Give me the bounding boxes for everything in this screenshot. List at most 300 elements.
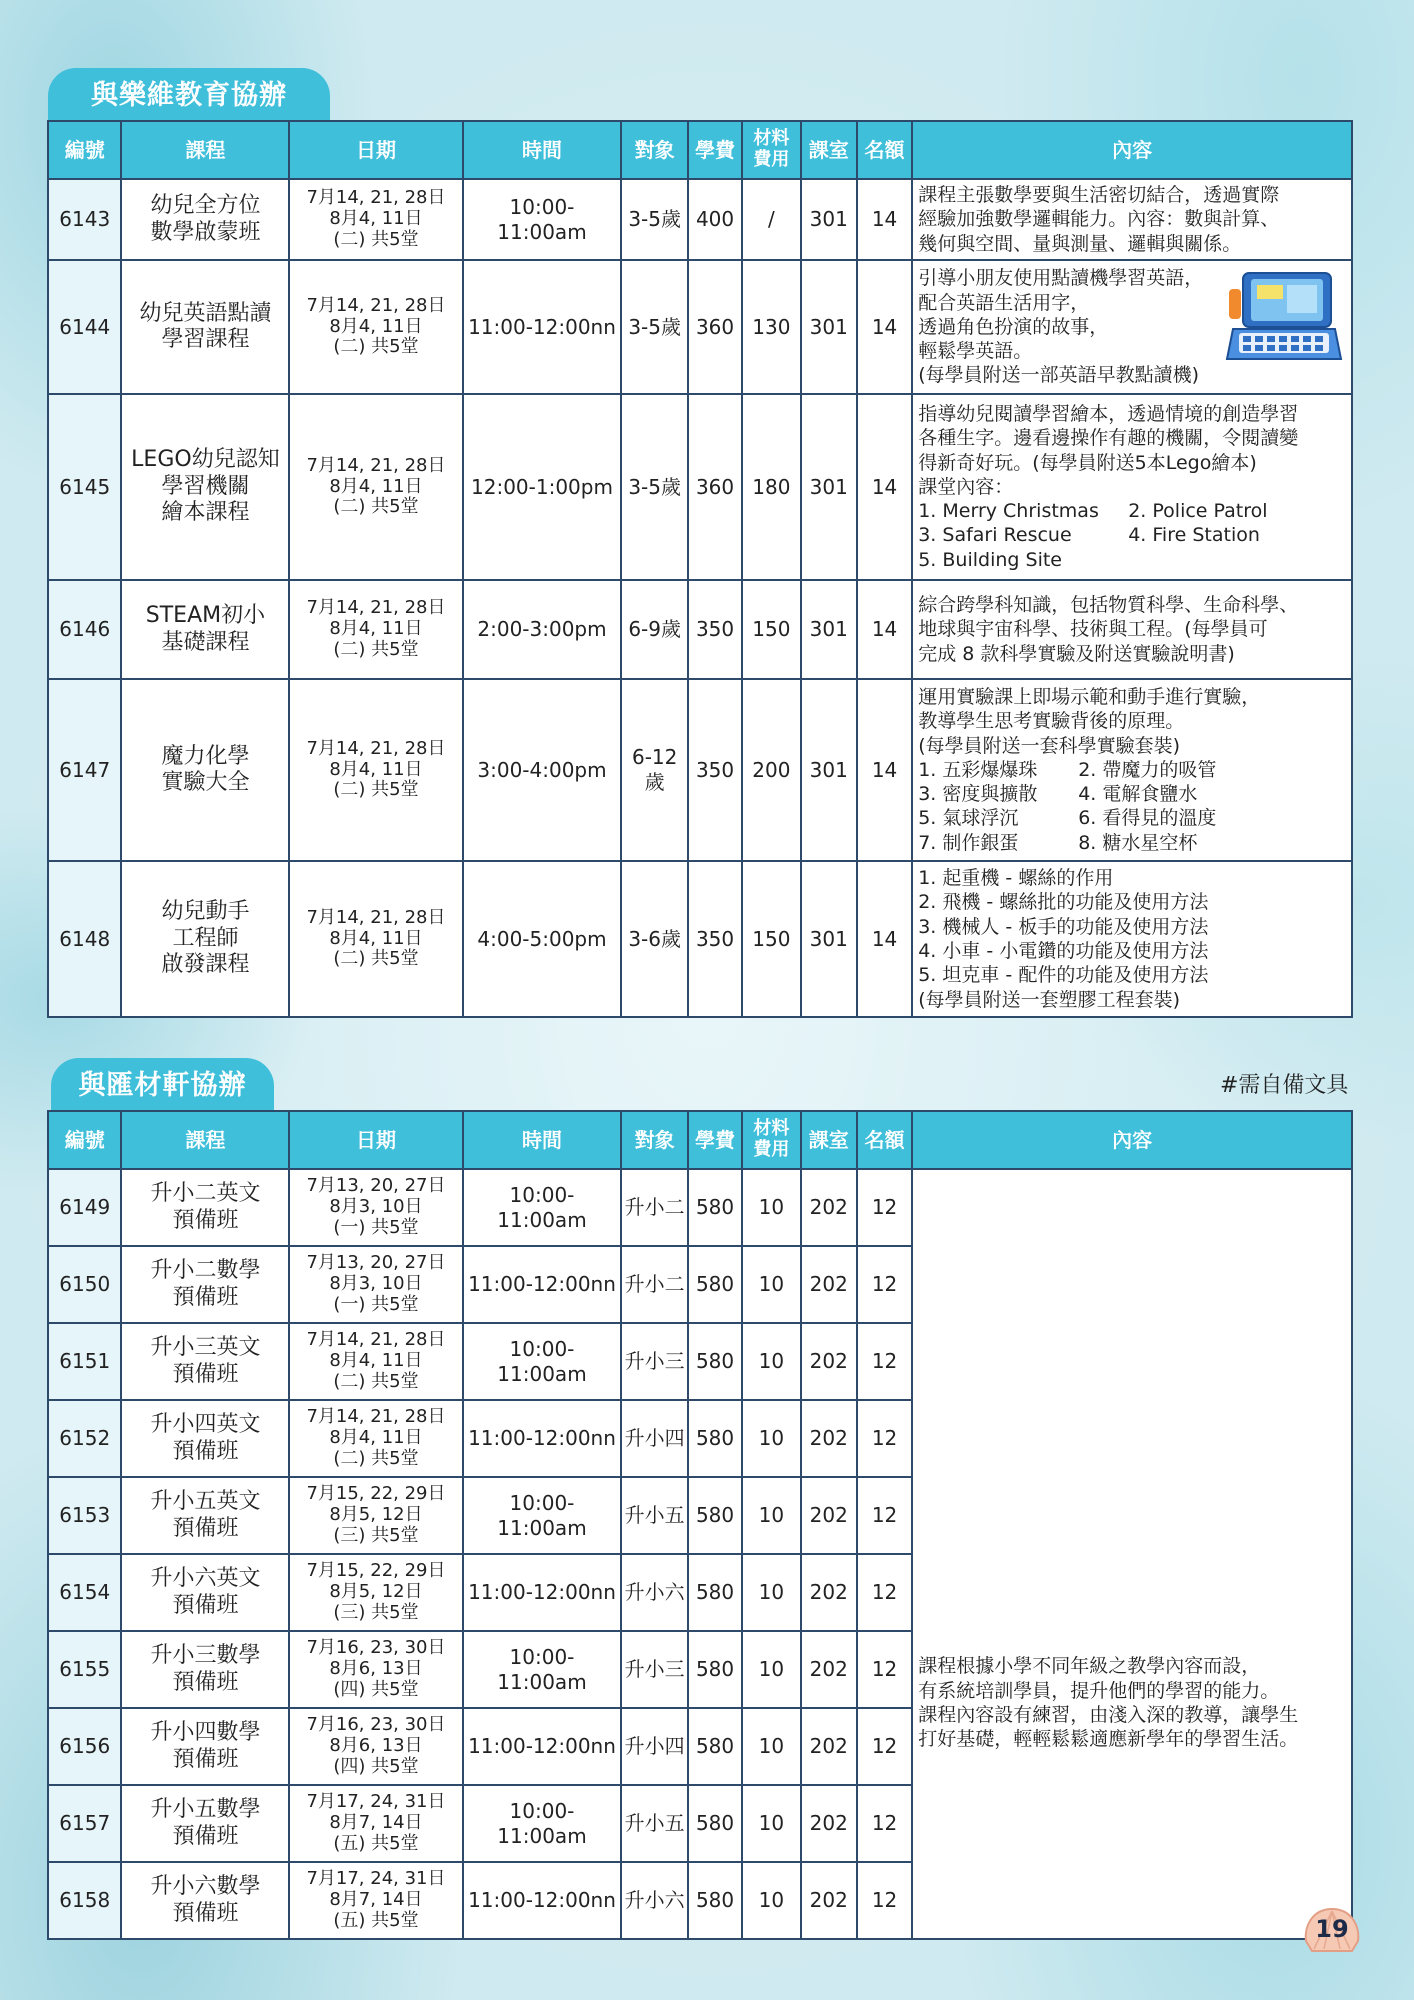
course-date-line: 8月3, 10日	[329, 1273, 423, 1295]
course-quota: 14	[857, 394, 912, 580]
table-row	[48, 394, 1352, 580]
course-content-item-row	[918, 523, 1346, 547]
column-header: 課程	[121, 121, 289, 179]
course-content-line: 指導幼兒閱讀學習繪本，透過情境的創造學習	[918, 402, 1299, 425]
course-name	[121, 1708, 289, 1785]
course-fee: 360	[688, 260, 742, 394]
course-target: 升小三	[621, 1631, 687, 1708]
course-name	[121, 1554, 289, 1631]
course-quota: 14	[857, 179, 912, 260]
course-material-fee: 10	[742, 1554, 800, 1631]
course-date-line: 7月14, 21, 28日	[306, 597, 446, 619]
column-header: 編號	[48, 121, 121, 179]
course-content-line: 得新奇好玩。(每學員附送5本Lego繪本)	[918, 451, 1257, 474]
course-time: 11:00-12:00nn	[463, 260, 622, 394]
course-content-line: 輕鬆學英語。	[918, 340, 1033, 363]
course-fee: 580	[688, 1708, 742, 1785]
course-content-line: 課堂內容：	[918, 475, 1014, 498]
course-target: 6-12歲	[621, 679, 687, 861]
shared-course-content-line: 打好基礎，輕輕鬆鬆適應新學年的學習生活。	[918, 1728, 1299, 1751]
course-content	[912, 394, 1352, 580]
course-content-line: (每學員附送一部英語早教點讀機)	[918, 364, 1200, 387]
course-date-line: 8月6, 13日	[329, 1735, 423, 1757]
course-content	[912, 580, 1352, 679]
column-header	[742, 121, 800, 179]
course-date-line: 8月4, 11日	[329, 1350, 423, 1372]
course-target: 3-5歲	[621, 179, 687, 260]
course-date-line: 7月14, 21, 28日	[306, 294, 446, 316]
section2-course-table	[47, 1110, 1353, 1940]
course-content-item-row	[918, 806, 1346, 830]
column-header: 課室	[801, 1111, 857, 1169]
course-date-line: (一) 共5堂	[333, 1216, 419, 1238]
course-room: 202	[801, 1554, 857, 1631]
course-date	[289, 1323, 462, 1400]
course-name	[121, 1169, 289, 1246]
course-date-line: 8月5, 12日	[329, 1504, 423, 1526]
table-row	[48, 861, 1352, 1017]
course-name-line: 升小四英文	[150, 1412, 261, 1438]
column-header: 內容	[912, 121, 1352, 179]
course-target: 3-5歲	[621, 260, 687, 394]
course-date-line: 8月4, 11日	[329, 208, 423, 230]
course-name-line: 升小六數學	[150, 1874, 261, 1900]
course-content-item-row	[918, 499, 1346, 523]
course-date-line: 7月16, 23, 30日	[306, 1714, 446, 1736]
course-material-fee: 130	[742, 260, 800, 394]
course-date	[289, 861, 462, 1017]
column-header-line: 費用	[753, 149, 790, 170]
course-name-line: 預備班	[172, 1515, 239, 1541]
course-room: 202	[801, 1631, 857, 1708]
shared-course-content-line: 有系統培訓學員，提升他們的學習的能力。	[918, 1679, 1280, 1702]
reading-pen-device-icon	[1225, 269, 1343, 369]
course-target: 升小二	[621, 1246, 687, 1323]
course-id: 6158	[48, 1862, 121, 1939]
course-room: 202	[801, 1862, 857, 1939]
shared-course-content-line: 課程根據小學不同年級之教學內容而設，	[918, 1655, 1261, 1678]
course-name	[121, 1400, 289, 1477]
course-fee: 350	[688, 580, 742, 679]
course-name-line: 升小二數學	[150, 1258, 261, 1284]
course-content-item: 7. 制作銀蛋	[918, 831, 1019, 854]
course-name	[121, 1477, 289, 1554]
course-room: 301	[801, 580, 857, 679]
course-date-line: (二) 共5堂	[333, 638, 419, 660]
course-target: 升小五	[621, 1477, 687, 1554]
course-fee: 580	[688, 1785, 742, 1862]
course-fee: 580	[688, 1631, 742, 1708]
course-content-line: 教導學生思考實驗背後的原理。	[918, 710, 1185, 733]
course-name	[121, 179, 289, 260]
column-header: 日期	[289, 1111, 462, 1169]
bring-stationery-note: #需自備文具	[1220, 1073, 1349, 1098]
course-content-line: 運用實驗課上即場示範和動手進行實驗，	[918, 685, 1261, 708]
column-header: 學費	[688, 121, 742, 179]
course-content-item: 4. Fire Station	[1128, 524, 1260, 547]
course-fee: 580	[688, 1477, 742, 1554]
course-fee: 580	[688, 1323, 742, 1400]
course-fee: 360	[688, 394, 742, 580]
course-name-line: 升小四數學	[150, 1720, 261, 1746]
course-date-line: 7月13, 20, 27日	[306, 1175, 446, 1197]
course-content-item-row	[918, 831, 1346, 855]
course-id: 6146	[48, 580, 121, 679]
course-date-line: (二) 共5堂	[333, 779, 419, 801]
course-content-line: 地球與宇宙科學、技術與工程。(每學員可	[918, 618, 1268, 641]
table-row	[48, 679, 1352, 861]
course-quota: 12	[857, 1554, 912, 1631]
course-id: 6145	[48, 394, 121, 580]
table-row	[48, 580, 1352, 679]
course-date-line: 8月7, 14日	[329, 1889, 423, 1911]
course-target: 升小二	[621, 1169, 687, 1246]
course-date-line: (二) 共5堂	[333, 336, 419, 358]
course-time: 10:00-11:00am	[463, 179, 622, 260]
course-date	[289, 1246, 462, 1323]
course-quota: 12	[857, 1169, 912, 1246]
course-content-item: 5. Building Site	[918, 548, 1062, 571]
course-id: 6144	[48, 260, 121, 394]
course-content-line: 配合英語生活用字，	[918, 291, 1090, 314]
course-room: 301	[801, 679, 857, 861]
column-header-line: 材料	[753, 1118, 790, 1140]
course-name	[121, 1323, 289, 1400]
course-target: 升小四	[621, 1708, 687, 1785]
course-content-line: (每學員附送一套塑膠工程套裝)	[918, 988, 1181, 1011]
course-quota: 12	[857, 1400, 912, 1477]
course-date	[289, 260, 462, 394]
course-content-item-row	[918, 782, 1346, 806]
course-date-line: 8月7, 14日	[329, 1812, 423, 1834]
course-date	[289, 1785, 462, 1862]
course-content-item: 2. Police Patrol	[1128, 500, 1268, 523]
course-id: 6154	[48, 1554, 121, 1631]
course-quota: 12	[857, 1323, 912, 1400]
course-name-line: 工程師	[172, 925, 239, 951]
course-material-fee: 10	[742, 1323, 800, 1400]
course-room: 301	[801, 179, 857, 260]
course-date	[289, 1400, 462, 1477]
course-quota: 14	[857, 679, 912, 861]
course-name-line: 預備班	[172, 1361, 239, 1387]
course-date-line: 8月4, 11日	[329, 758, 423, 780]
course-target: 3-5歲	[621, 394, 687, 580]
column-header: 課程	[121, 1111, 289, 1169]
course-date-line: 7月14, 21, 28日	[306, 1406, 446, 1428]
column-header-line: 材料	[753, 128, 790, 150]
course-id: 6155	[48, 1631, 121, 1708]
course-room: 202	[801, 1400, 857, 1477]
course-name-line: 學習課程	[161, 327, 250, 352]
course-date	[289, 1708, 462, 1785]
course-room: 202	[801, 1477, 857, 1554]
course-content-item: 3. 密度與擴散	[918, 783, 1038, 806]
course-fee: 400	[688, 179, 742, 260]
course-date-line: (三) 共5堂	[333, 1601, 419, 1623]
course-name	[121, 1785, 289, 1862]
course-content-line: 各種生字。邊看邊操作有趣的機關，令閱讀變	[918, 427, 1299, 450]
course-date	[289, 1631, 462, 1708]
column-header: 時間	[463, 1111, 622, 1169]
course-fee: 580	[688, 1862, 742, 1939]
course-name-line: 預備班	[172, 1284, 239, 1310]
course-content-line: 完成 8 款科學實驗及附送實驗說明書)	[918, 642, 1235, 665]
course-date-line: 7月14, 21, 28日	[306, 187, 446, 209]
course-time: 11:00-12:00nn	[463, 1400, 622, 1477]
course-date-line: 7月14, 21, 28日	[306, 454, 446, 476]
course-fee: 350	[688, 861, 742, 1017]
course-name	[121, 1631, 289, 1708]
course-quota: 14	[857, 260, 912, 394]
course-name-line: 預備班	[172, 1900, 239, 1926]
shared-course-content-line: 課程內容設有練習，由淺入深的教導，讓學生	[918, 1704, 1299, 1726]
course-time: 11:00-12:00nn	[463, 1708, 622, 1785]
course-date-line: 7月14, 21, 28日	[306, 737, 446, 759]
course-name-line: 預備班	[172, 1207, 239, 1233]
course-date-line: (二) 共5堂	[333, 228, 419, 250]
course-date-line: 8月4, 11日	[329, 618, 423, 640]
course-name	[121, 394, 289, 580]
course-target: 6-9歲	[621, 580, 687, 679]
course-name-line: 升小三英文	[150, 1335, 261, 1361]
course-date-line: 7月15, 22, 29日	[306, 1483, 446, 1505]
course-content-item: 1. 五彩爆爆珠	[918, 758, 1038, 781]
column-header: 編號	[48, 1111, 121, 1169]
course-quota: 14	[857, 861, 912, 1017]
course-date-line: 8月4, 11日	[329, 475, 423, 497]
course-name	[121, 679, 289, 861]
course-time: 10:00-11:00am	[463, 1785, 622, 1862]
course-name-line: 升小五英文	[150, 1489, 261, 1515]
course-date-line: (三) 共5堂	[333, 1524, 419, 1546]
course-material-fee: 180	[742, 394, 800, 580]
course-content-line: (每學員附送一套科學實驗套裝)	[918, 734, 1181, 757]
course-content-item: 6. 看得見的溫度	[1078, 807, 1217, 830]
course-time: 11:00-12:00nn	[463, 1554, 622, 1631]
course-id: 6147	[48, 679, 121, 861]
course-content-line: 2. 飛機 - 螺絲批的功能及使用方法	[918, 891, 1209, 914]
column-header: 名額	[857, 1111, 912, 1169]
course-content	[912, 679, 1352, 861]
column-header: 學費	[688, 1111, 742, 1169]
course-material-fee: 10	[742, 1169, 800, 1246]
column-header-line: 費用	[753, 1139, 790, 1160]
course-room: 202	[801, 1708, 857, 1785]
course-date	[289, 1477, 462, 1554]
course-material-fee: 200	[742, 679, 800, 861]
course-material-fee: 10	[742, 1708, 800, 1785]
course-id: 6148	[48, 861, 121, 1017]
section1-course-table	[47, 120, 1353, 1018]
course-fee: 350	[688, 679, 742, 861]
course-date-line: (二) 共5堂	[333, 1447, 419, 1469]
course-target: 3-6歲	[621, 861, 687, 1017]
course-name	[121, 1246, 289, 1323]
course-content-line: 透過角色扮演的故事，	[918, 315, 1109, 338]
course-content-line: 5. 坦克車 - 配件的功能及使用方法	[918, 964, 1209, 987]
course-date	[289, 580, 462, 679]
course-target: 升小五	[621, 1785, 687, 1862]
course-content-item: 1. Merry Christmas	[918, 500, 1099, 523]
course-time: 3:00-4:00pm	[463, 679, 622, 861]
course-target: 升小六	[621, 1554, 687, 1631]
course-date-line: (五) 共5堂	[333, 1832, 419, 1854]
course-date-line: (二) 共5堂	[333, 496, 419, 518]
course-id: 6149	[48, 1169, 121, 1246]
course-date-line: 8月4, 11日	[329, 315, 423, 337]
shared-course-content	[912, 1169, 1352, 1939]
course-fee: 580	[688, 1246, 742, 1323]
course-content-line: 幾何與空間、量與測量、邏輯與關係。	[918, 232, 1242, 255]
course-name	[121, 260, 289, 394]
table-row	[48, 1169, 1352, 1246]
course-date-line: (四) 共5堂	[333, 1678, 419, 1700]
course-name-line: 數學啟蒙班	[150, 219, 261, 245]
course-date	[289, 394, 462, 580]
column-header: 對象	[621, 1111, 687, 1169]
course-date-line: (五) 共5堂	[333, 1909, 419, 1931]
course-name-line: 預備班	[172, 1746, 239, 1772]
course-content-item: 4. 電解食鹽水	[1078, 783, 1198, 806]
course-room: 202	[801, 1785, 857, 1862]
course-target: 升小四	[621, 1400, 687, 1477]
course-quota: 12	[857, 1785, 912, 1862]
course-room: 202	[801, 1169, 857, 1246]
course-id: 6157	[48, 1785, 121, 1862]
course-date-line: 8月5, 12日	[329, 1581, 423, 1603]
course-id: 6143	[48, 179, 121, 260]
course-content-item-row	[918, 758, 1346, 782]
course-content	[912, 861, 1352, 1017]
course-time: 10:00-11:00am	[463, 1477, 622, 1554]
column-header: 日期	[289, 121, 462, 179]
course-material-fee: 150	[742, 861, 800, 1017]
course-fee: 580	[688, 1169, 742, 1246]
page-number-badge	[1300, 1905, 1364, 1957]
table-row	[48, 179, 1352, 260]
course-time: 12:00-1:00pm	[463, 394, 622, 580]
course-quota: 14	[857, 580, 912, 679]
course-material-fee: 10	[742, 1862, 800, 1939]
course-date-line: 7月17, 24, 31日	[306, 1791, 446, 1813]
course-content-line: 引導小朋友使用點讀機學習英語，	[918, 267, 1204, 290]
course-material-fee: /	[742, 179, 800, 260]
course-name-line: 預備班	[172, 1669, 239, 1695]
course-date	[289, 1554, 462, 1631]
course-name-line: STEAM初小	[145, 603, 266, 629]
course-content-item: 3. Safari Rescue	[918, 524, 1072, 547]
course-date-line: 8月4, 11日	[329, 1427, 423, 1449]
page-number: 19	[1315, 1915, 1349, 1943]
course-material-fee: 10	[742, 1631, 800, 1708]
course-name-line: 升小二英文	[150, 1181, 261, 1207]
course-name-line: 幼兒全方位	[150, 193, 261, 219]
course-date-line: 7月13, 20, 27日	[306, 1252, 446, 1274]
course-name-line: 升小三數學	[150, 1643, 261, 1669]
course-room: 301	[801, 394, 857, 580]
column-header: 時間	[463, 121, 622, 179]
course-name-line: 預備班	[172, 1592, 239, 1618]
course-content-item: 5. 氣球浮沉	[918, 807, 1019, 830]
course-name-line: 學習機關	[161, 473, 250, 499]
course-date-line: (二) 共5堂	[333, 1370, 419, 1392]
course-id: 6152	[48, 1400, 121, 1477]
course-content-item: 2. 帶魔力的吸管	[1078, 758, 1217, 781]
course-date-line: 7月14, 21, 28日	[306, 906, 446, 928]
course-date-line: 8月6, 13日	[329, 1658, 423, 1680]
course-target: 升小六	[621, 1862, 687, 1939]
course-id: 6151	[48, 1323, 121, 1400]
course-name	[121, 861, 289, 1017]
course-date	[289, 1862, 462, 1939]
course-date	[289, 1169, 462, 1246]
course-name-line: 預備班	[172, 1823, 239, 1849]
course-content-item-row	[918, 548, 1346, 572]
course-content-line: 1. 起重機 - 螺絲的作用	[918, 867, 1114, 890]
table-row	[48, 260, 1352, 394]
course-name-line: 基礎課程	[161, 629, 250, 655]
course-date-line: 7月17, 24, 31日	[306, 1868, 446, 1890]
course-time: 11:00-12:00nn	[463, 1862, 622, 1939]
course-content-line: 4. 小車 - 小電鑽的功能及使用方法	[918, 940, 1209, 962]
course-date-line: 7月16, 23, 30日	[306, 1637, 446, 1659]
course-name-line: 魔力化學	[161, 743, 250, 769]
course-target: 升小三	[621, 1323, 687, 1400]
course-content-item: 8. 糖水星空杯	[1078, 831, 1198, 854]
course-name-line: LEGO幼兒認知	[131, 447, 280, 473]
section1-title-tab	[48, 68, 330, 120]
course-time: 4:00-5:00pm	[463, 861, 622, 1017]
course-name-line: 升小五數學	[150, 1797, 261, 1823]
course-date-line: (四) 共5堂	[333, 1755, 419, 1777]
course-time: 10:00-11:00am	[463, 1323, 622, 1400]
course-date	[289, 179, 462, 260]
course-room: 202	[801, 1246, 857, 1323]
course-quota: 12	[857, 1477, 912, 1554]
column-header: 內容	[912, 1111, 1352, 1169]
course-date-line: 8月4, 11日	[329, 927, 423, 949]
course-name	[121, 1862, 289, 1939]
course-quota: 12	[857, 1862, 912, 1939]
course-content	[912, 260, 1352, 394]
course-time: 2:00-3:00pm	[463, 580, 622, 679]
column-header	[742, 1111, 800, 1169]
course-date-line: 7月14, 21, 28日	[306, 1329, 446, 1351]
course-content-line: 3. 機械人 - 板手的功能及使用方法	[918, 915, 1209, 938]
section1-title: 與樂維教育協辦	[91, 80, 287, 111]
course-name	[121, 580, 289, 679]
course-name-line: 幼兒英語點讀	[139, 300, 272, 326]
course-content-line: 課程主張數學要與生活密切結合，透過實際	[918, 184, 1280, 207]
course-fee: 580	[688, 1554, 742, 1631]
course-fee: 580	[688, 1400, 742, 1477]
course-name-line: 預備班	[172, 1438, 239, 1464]
section2-title-tab	[51, 1058, 274, 1110]
course-material-fee: 10	[742, 1785, 800, 1862]
course-content-line: 經驗加強數學邏輯能力。內容：數與計算、	[918, 208, 1280, 231]
course-date-line: 8月3, 10日	[329, 1196, 423, 1218]
course-material-fee: 10	[742, 1246, 800, 1323]
course-date-line: (一) 共5堂	[333, 1293, 419, 1315]
course-id: 6156	[48, 1708, 121, 1785]
course-time: 10:00-11:00am	[463, 1631, 622, 1708]
course-room: 202	[801, 1323, 857, 1400]
course-name-line: 升小六英文	[150, 1566, 261, 1592]
course-time: 11:00-12:00nn	[463, 1246, 622, 1323]
course-name-line: 實驗大全	[161, 770, 250, 795]
course-name-line: 啟發課程	[161, 952, 250, 978]
